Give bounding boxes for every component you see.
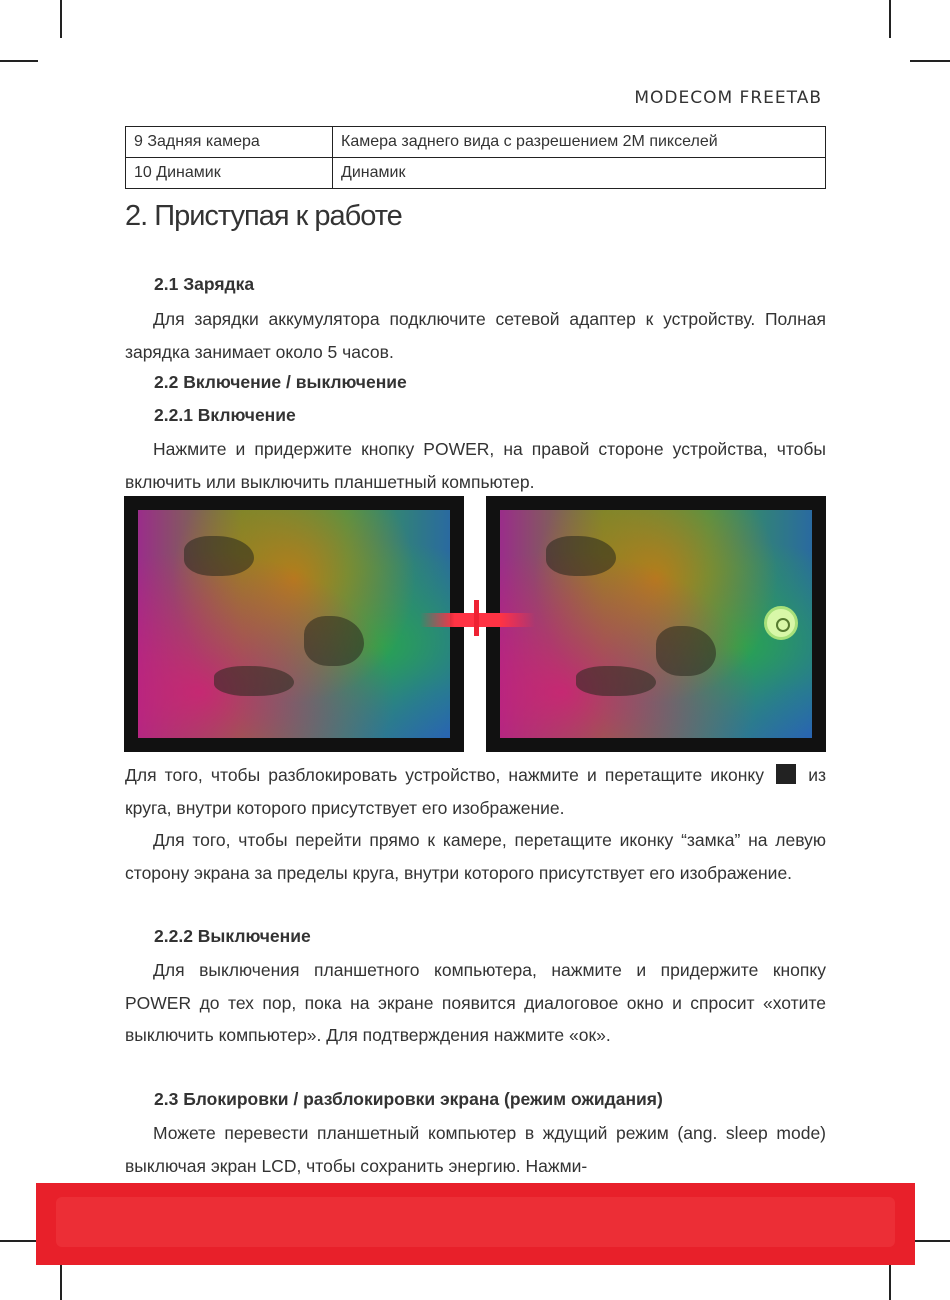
subsection-title-power-on: 2.2.1 Включение: [154, 405, 296, 425]
crop-mark: [60, 1262, 62, 1300]
section-title: 2. Приступая к работе: [125, 200, 402, 232]
table-cell: Динамик: [333, 158, 826, 189]
paragraph-camera: [125, 824, 826, 889]
wallpaper-shape: [656, 626, 716, 676]
wallpaper-shape: [184, 536, 254, 576]
table-row: [126, 158, 826, 189]
paragraph-unlock: [125, 759, 826, 824]
paragraph-power-on: [125, 433, 826, 498]
paragraph-power-off: [125, 954, 826, 1052]
table-cell: Камера заднего вида с разрешением 2M пикселей: [333, 127, 826, 158]
crop-mark: [0, 60, 38, 62]
crop-mark: [889, 0, 891, 38]
table-cell: 9 Задняя камера: [126, 127, 333, 158]
unlock-ring-icon: [764, 606, 798, 640]
paragraph-text: Нажмите и придержите кнопку POWER, на правой стороне устройства, чтобы включить или выключить планшетный компьютер.: [125, 439, 826, 492]
footer-bar: [36, 1183, 915, 1265]
subsection-title-power-off: 2.2.2 Выключение: [154, 926, 311, 946]
paragraph-charging: [125, 303, 826, 368]
crop-mark: [910, 60, 950, 62]
wallpaper-shape: [214, 666, 294, 696]
lock-icon: [776, 764, 796, 784]
paragraph-text: Можете перевести планшетный компьютер в ждущий режим (ang. sleep mode) выключая экран LCD, чтобы сохранить энергию. Нажми-: [125, 1123, 826, 1176]
table-row: [126, 127, 826, 158]
paragraph-lock: [125, 1117, 826, 1182]
crop-mark: [0, 1240, 38, 1242]
table-cell: 10 Динамик: [126, 158, 333, 189]
paragraph-text: Для того, чтобы перейти прямо к камере, перетащите иконку “замка” на левую сторону экрана за пределы круга, внутри которого присутствует его изображение.: [125, 830, 826, 883]
subsection-title-power: 2.2 Включение / выключение: [154, 372, 407, 392]
wallpaper-shape: [576, 666, 656, 696]
crop-mark: [910, 1240, 950, 1242]
lockscreen-image-before: [124, 496, 464, 752]
crop-mark: [889, 1262, 891, 1300]
subsection-title-lock: 2.3 Блокировки / разблокировки экрана (режим ожидания): [154, 1089, 663, 1109]
header-brand: MODECOM FREETAB: [634, 88, 822, 108]
paragraph-text: Для того, чтобы разблокировать устройство, нажмите и перетащите иконку: [125, 765, 764, 785]
arrow-connector: [474, 600, 479, 636]
paragraph-text: Для выключения планшетного компьютера, нажмите и придержите кнопку POWER до тех пор, пока на экране появится диалоговое окно и спросит «хотите выключить компьютер». Для подтверждения нажмите «ок».: [125, 960, 826, 1045]
spec-table: [125, 126, 826, 189]
crop-mark: [60, 0, 62, 38]
wallpaper-shape: [546, 536, 616, 576]
subsection-title-charging: 2.1 Зарядка: [154, 274, 255, 294]
paragraph-text: Для зарядки аккумулятора подключите сетевой адаптер к устройству. Полная зарядка занимает около 5 часов.: [125, 309, 826, 362]
wallpaper-shape: [304, 616, 364, 666]
footer-highlight: [56, 1197, 895, 1247]
paragraph-text: из круга, внутри которого присутствует его изображение.: [125, 765, 826, 818]
